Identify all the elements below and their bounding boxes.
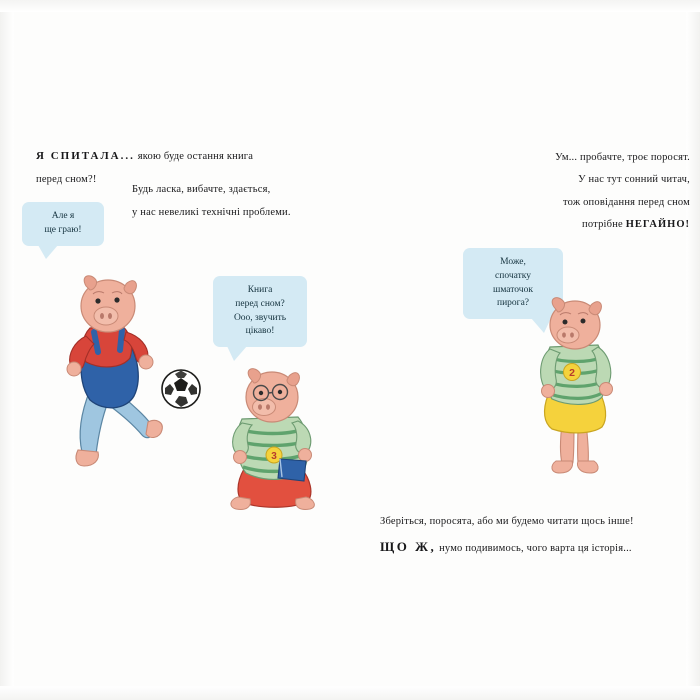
narration-sorry-line3: тож оповідання перед сном <box>562 196 690 208</box>
narration-sorry-urgent: НЕГАЙНО! <box>625 218 690 230</box>
page-edge-top <box>0 0 700 12</box>
pig-in-green-sweater-illustration <box>222 365 332 515</box>
speech-bubble-book-line-3: цікаво! <box>245 326 275 337</box>
narration-gather-line1: Зберіться, поросята, або ми будемо читати щось інше! <box>380 516 634 527</box>
narration-please <box>132 182 362 222</box>
narration-gather <box>380 514 680 558</box>
speech-bubble-book <box>213 276 307 347</box>
speech-bubble-play-line-1: ще граю! <box>44 224 82 235</box>
narration-gather-rest: нумо подивимось, чого варта ця історія... <box>436 543 632 555</box>
narration-sorry-line2: У нас тут сонний читач, <box>578 174 690 186</box>
speech-bubble-play <box>22 202 104 246</box>
speech-bubble-pie-line-3: пирога? <box>497 298 529 309</box>
narration-sorry <box>500 150 690 239</box>
speech-bubble-pie-line-1: спочатку <box>495 270 531 281</box>
narration-please-line1: Будь ласка, вибачте, здається, <box>132 184 271 195</box>
pig-yellow-number: 2 <box>569 367 575 379</box>
speech-bubble-book-line-0: Книга <box>247 285 273 295</box>
narration-please-line2: у нас невеликі технічні проблеми. <box>132 207 291 219</box>
page-edge-bottom <box>0 686 700 700</box>
narration-sorry-line1: Ум... пробачте, троє поросят. <box>555 152 690 163</box>
speech-bubble-pie-line-0: Може, <box>500 257 526 267</box>
speech-bubble-tail <box>227 346 247 361</box>
speech-bubble-book-line-2: Ооо, звучить <box>233 312 287 323</box>
narration-sorry-line4-pre: потрібне <box>582 218 626 230</box>
speech-bubble-pie-line-2: шматочок <box>493 284 533 295</box>
pig-green-number: 3 <box>271 451 277 462</box>
page-edge-right <box>686 0 700 700</box>
narration-sorry-line4 <box>500 217 690 233</box>
narration-gather-line2 <box>380 537 680 557</box>
speech-bubble-tail <box>38 245 58 259</box>
speech-bubble-book-line-1: перед сном? <box>235 298 285 309</box>
narration-gather-lead: ЩО Ж, <box>380 539 437 555</box>
pig-in-yellow-skirt-illustration <box>528 295 628 480</box>
narration-asked-line2: перед сном?! <box>36 174 97 186</box>
speech-bubble-play-line-0: Але я <box>51 211 75 221</box>
narration-asked-rest: якою буде остання книга <box>134 151 254 162</box>
narration-asked-lead: Я СПИТАЛА... <box>36 150 135 162</box>
page-edge-left <box>0 0 14 700</box>
football-illustration <box>160 368 202 410</box>
